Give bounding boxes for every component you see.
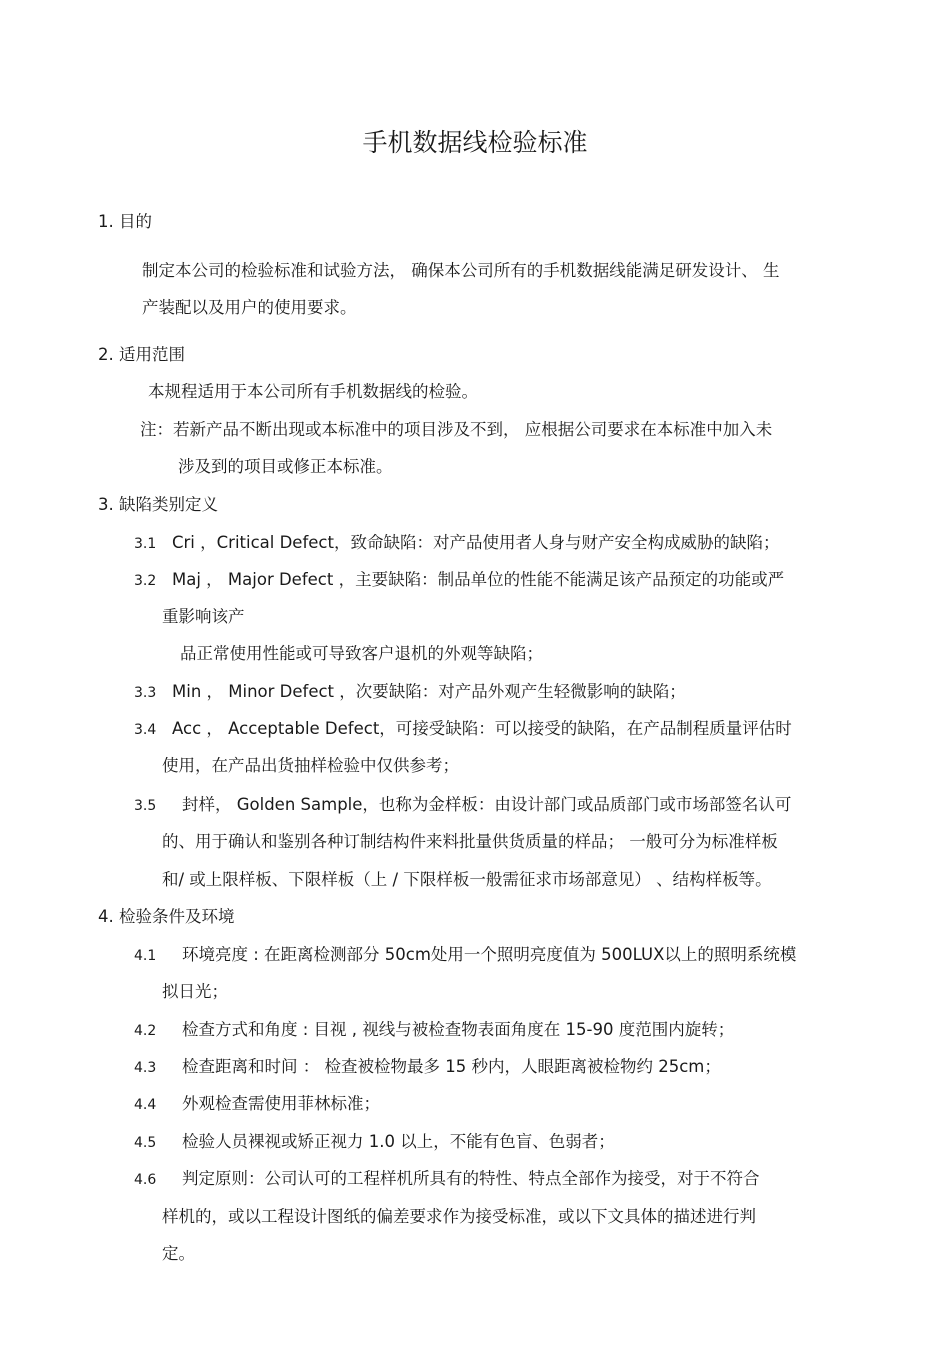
item-3-2-continuation-1: 重影响该产	[162, 607, 245, 626]
item-4-3-number: 4.3	[134, 1060, 157, 1076]
item-4-6-continuation-2: 定。	[162, 1244, 195, 1263]
item-3-2-continuation-2: 品正常使用性能或可导致客户退机的外观等缺陷；	[180, 644, 543, 663]
section-1-paragraph-line-2: 产装配以及用户的使用要求。	[142, 298, 357, 317]
item-4-3-text: 检查距离和时间 ： 检查被检物最多 15 秒内，人眼距离被检物约 25cm；	[182, 1057, 721, 1076]
item-4-6-number: 4.6	[134, 1172, 157, 1188]
item-4-6-text: 判定原则：公司认可的工程样机所具有的特性、特点全部作为接受，对于不符合	[182, 1169, 760, 1188]
item-3-3-text: Min ， Minor Defect ，次要缺陷：对产品外观产生轻微影响的缺陷；	[172, 682, 686, 701]
item-3-2-number: 3.2	[134, 573, 157, 589]
item-4-2-text: 检查方式和角度 : 目视 , 视线与被检查物表面角度在 15-90 度范围内旋转；	[182, 1020, 735, 1039]
item-3-4-text: Acc ， Acceptable Defect，可接受缺陷：可以接受的缺陷，在产品制程质量评估时	[172, 719, 792, 738]
section-2-note-line-1: 注：若新产品不断出现或本标准中的项目涉及不到， 应根据公司要求在本标准中加入未	[140, 420, 773, 439]
item-3-5-continuation-2: 和/ 或上限样板、下限样板（上 / 下限样板一般需征求市场部意见） 、结构样板等。	[162, 870, 772, 889]
item-4-1-continuation-1: 拟日光；	[162, 982, 228, 1001]
section-2-heading: 2. 适用范围	[98, 345, 185, 364]
section-4-heading: 4. 检验条件及环境	[98, 907, 235, 926]
section-2-note-line-2: 涉及到的项目或修正本标准。	[178, 457, 393, 476]
item-4-1-text: 环境亮度 : 在距离检测部分 50cm处用一个照明亮度值为 500LUX以上的照明系统模	[182, 945, 797, 964]
item-4-4-number: 4.4	[134, 1097, 157, 1113]
item-3-1-number: 3.1	[134, 536, 157, 552]
item-4-1-number: 4.1	[134, 948, 157, 964]
item-3-5-number: 3.5	[134, 798, 157, 814]
section-2-paragraph: 本规程适用于本公司所有手机数据线的检验。	[148, 382, 478, 401]
item-3-3-number: 3.3	[134, 685, 157, 701]
document-title: 手机数据线检验标准	[362, 128, 588, 157]
section-3-heading: 3. 缺陷类别定义	[98, 495, 218, 514]
item-3-5-continuation-1: 的、用于确认和鉴别各种订制结构件来料批量供货质量的样品； 一般可分为标准样板	[162, 832, 778, 851]
item-4-2-number: 4.2	[134, 1023, 157, 1039]
item-4-4-text: 外观检查需使用菲林标准；	[182, 1094, 380, 1113]
item-3-4-continuation-1: 使用，在产品出货抽样检验中仅供参考；	[162, 756, 459, 775]
item-4-6-continuation-1: 样机的，或以工程设计图纸的偏差要求作为接受标准，或以下文具体的描述进行判	[162, 1207, 756, 1226]
item-3-4-number: 3.4	[134, 722, 157, 738]
section-1-paragraph-line-1: 制定本公司的检验标准和试验方法， 确保本公司所有的手机数据线能满足研发设计、 生	[142, 261, 780, 280]
item-3-2-text: Maj ， Major Defect ，主要缺陷：制品单位的性能不能满足该产品预定的功能或严	[172, 570, 785, 589]
section-1-heading: 1. 目的	[98, 212, 152, 231]
item-4-5-number: 4.5	[134, 1135, 157, 1151]
item-3-5-text: 封样， Golden Sample，也称为金样板：由设计部门或品质部门或市场部签名认可	[182, 795, 792, 814]
item-4-5-text: 检验人员裸视或矫正视力 1.0 以上，不能有色盲、色弱者；	[182, 1132, 615, 1151]
item-3-1-text: Cri ，Critical Defect，致命缺陷：对产品使用者人身与财产安全构成威胁的缺陷；	[172, 533, 780, 552]
